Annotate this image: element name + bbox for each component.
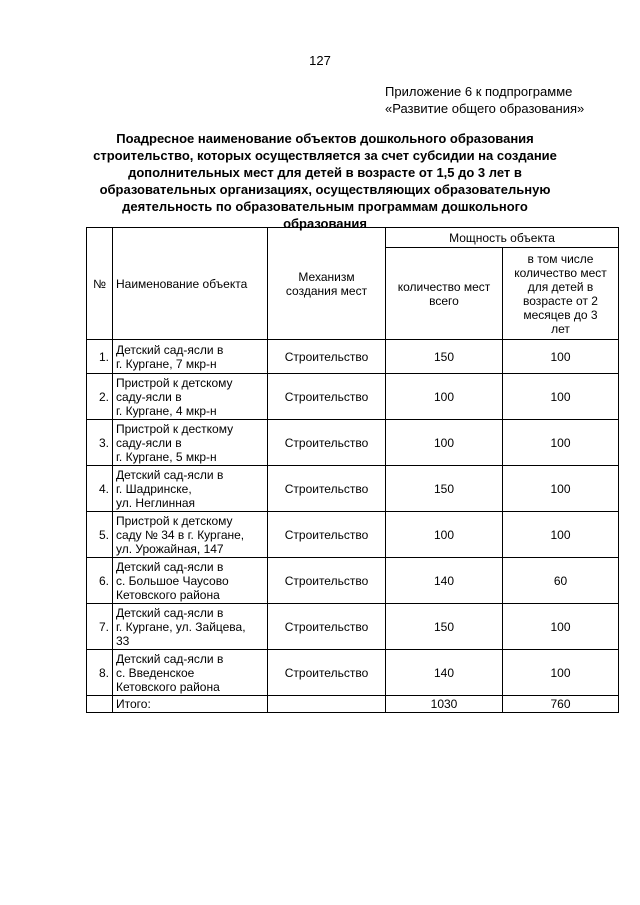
row-name-line: Детский сад-ясли в bbox=[116, 651, 224, 666]
row-num: 6. bbox=[87, 558, 113, 604]
row-name bbox=[113, 650, 268, 696]
row-total: 140 bbox=[386, 650, 503, 696]
header-total-line-1: количество мест bbox=[397, 279, 491, 294]
header-total bbox=[386, 248, 503, 340]
header-mechanism-line-2: создания мест bbox=[285, 283, 368, 298]
row-name-line: г. Кургане, 5 мкр-н bbox=[116, 449, 217, 464]
row-num: 7. bbox=[87, 604, 113, 650]
row-sub: 100 bbox=[503, 512, 619, 558]
header-mechanism-line-1: Механизм bbox=[298, 269, 355, 284]
totals-sub: 760 bbox=[503, 696, 619, 713]
title-line-5: деятельность по образовательным программам дошкольного образования bbox=[122, 199, 528, 231]
row-name bbox=[113, 420, 268, 466]
totals-row bbox=[87, 696, 619, 713]
row-name-line: Детский сад-ясли в bbox=[116, 467, 224, 482]
row-num: 1. bbox=[87, 340, 113, 374]
row-name-line: 33 bbox=[116, 633, 130, 648]
row-name bbox=[113, 466, 268, 512]
table-row bbox=[87, 340, 619, 374]
row-mechanism: Строительство bbox=[268, 340, 386, 374]
row-name bbox=[113, 512, 268, 558]
row-name-line: Пристрой к детскому bbox=[116, 375, 233, 390]
row-name-line: Детский сад-ясли в bbox=[116, 559, 224, 574]
row-name bbox=[113, 374, 268, 420]
header-total-line-2: всего bbox=[429, 293, 459, 308]
table-row bbox=[87, 650, 619, 696]
row-mechanism: Строительство bbox=[268, 512, 386, 558]
header-sub-line-2: количество мест bbox=[514, 265, 607, 280]
row-mechanism: Строительство bbox=[268, 466, 386, 512]
header-mechanism bbox=[268, 228, 386, 340]
row-total: 100 bbox=[386, 420, 503, 466]
row-total: 150 bbox=[386, 604, 503, 650]
row-name-line: ул. Урожайная, 147 bbox=[116, 541, 224, 556]
row-total: 100 bbox=[386, 374, 503, 420]
row-name-line: с. Большое Чаусово bbox=[116, 573, 229, 588]
row-name-line: г. Кургане, ул. Зайцева, bbox=[116, 619, 246, 634]
title-line-1: Поадресное наименование объектов дошкольного образования bbox=[116, 131, 534, 146]
row-name-line: саду-ясли в bbox=[116, 435, 182, 450]
header-sub-line-3: для детей в bbox=[527, 279, 594, 294]
header-sub-line-1: в том числе bbox=[527, 251, 594, 266]
appendix-line-2: «Развитие общего образования» bbox=[385, 101, 585, 116]
totals-mechanism bbox=[268, 696, 386, 713]
header-sub-line-4: возрасте от 2 bbox=[523, 293, 598, 308]
document-title bbox=[85, 130, 565, 232]
row-mechanism: Строительство bbox=[268, 650, 386, 696]
row-name bbox=[113, 558, 268, 604]
row-num: 8. bbox=[87, 650, 113, 696]
header-sub-line-5: месяцев до 3 bbox=[523, 307, 598, 322]
table-row bbox=[87, 420, 619, 466]
header-sub-line-6: лет bbox=[551, 321, 570, 336]
appendix-line-1: Приложение 6 к подпрограмме bbox=[385, 84, 573, 99]
row-total: 150 bbox=[386, 340, 503, 374]
row-name-line: Кетовского района bbox=[116, 679, 220, 694]
table-row bbox=[87, 604, 619, 650]
header-name: Наименование объекта bbox=[113, 228, 268, 340]
page-number: 127 bbox=[309, 53, 331, 68]
row-mechanism: Строительство bbox=[268, 420, 386, 466]
row-name-line: Детский сад-ясли в bbox=[116, 605, 224, 620]
row-name-line: Детский сад-ясли в bbox=[116, 342, 224, 357]
row-mechanism: Строительство bbox=[268, 558, 386, 604]
row-num: 4. bbox=[87, 466, 113, 512]
row-sub: 100 bbox=[503, 466, 619, 512]
row-mechanism: Строительство bbox=[268, 374, 386, 420]
totals-total: 1030 bbox=[386, 696, 503, 713]
title-line-3: дополнительных мест для детей в возрасте от 1,5 до 3 лет в bbox=[128, 165, 522, 180]
row-num: 2. bbox=[87, 374, 113, 420]
row-sub: 60 bbox=[503, 558, 619, 604]
header-sub bbox=[503, 248, 619, 340]
table-row bbox=[87, 374, 619, 420]
row-sub: 100 bbox=[503, 374, 619, 420]
row-num: 5. bbox=[87, 512, 113, 558]
title-line-4: образовательных организациях, осуществляющих образовательную bbox=[99, 182, 551, 197]
row-sub: 100 bbox=[503, 604, 619, 650]
appendix-header bbox=[385, 83, 584, 117]
row-sub: 100 bbox=[503, 340, 619, 374]
row-num: 3. bbox=[87, 420, 113, 466]
header-capacity: Мощность объекта bbox=[386, 228, 619, 248]
row-name bbox=[113, 340, 268, 374]
objects-table bbox=[86, 227, 619, 713]
table-row bbox=[87, 558, 619, 604]
row-total: 150 bbox=[386, 466, 503, 512]
header-num: № bbox=[87, 228, 113, 340]
row-name-line: Кетовского района bbox=[116, 587, 220, 602]
row-name-line: г. Кургане, 7 мкр-н bbox=[116, 356, 217, 371]
row-name-line: с. Введенское bbox=[116, 665, 195, 680]
row-total: 140 bbox=[386, 558, 503, 604]
row-sub: 100 bbox=[503, 650, 619, 696]
totals-label: Итого: bbox=[113, 696, 268, 713]
row-name-line: саду-ясли в bbox=[116, 389, 182, 404]
title-line-2: строительство, которых осуществляется за счет субсидии на создание bbox=[93, 148, 557, 163]
row-name bbox=[113, 604, 268, 650]
row-name-line: г. Шадринске, bbox=[116, 481, 192, 496]
row-total: 100 bbox=[386, 512, 503, 558]
row-name-line: г. Кургане, 4 мкр-н bbox=[116, 403, 217, 418]
table-row bbox=[87, 512, 619, 558]
row-name-line: саду № 34 в г. Кургане, bbox=[116, 527, 245, 542]
row-sub: 100 bbox=[503, 420, 619, 466]
row-name-line: ул. Неглинная bbox=[116, 495, 195, 510]
row-name-line: Пристрой к детскому bbox=[116, 513, 233, 528]
table-row bbox=[87, 466, 619, 512]
row-name-line: Пристрой к десткому bbox=[116, 421, 234, 436]
totals-num bbox=[87, 696, 113, 713]
row-mechanism: Строительство bbox=[268, 604, 386, 650]
